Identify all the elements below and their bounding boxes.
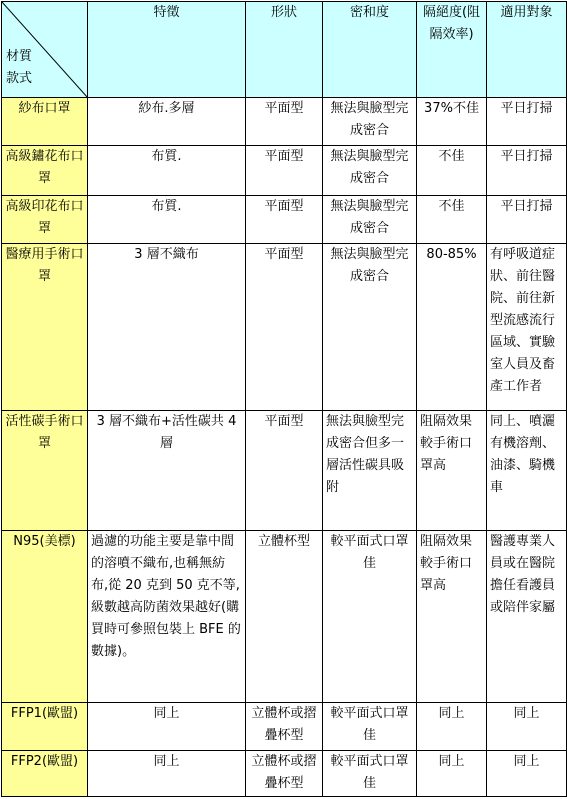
table-row bbox=[2, 196, 567, 244]
cell-feature: 布質. bbox=[88, 146, 246, 196]
table-row bbox=[2, 411, 567, 531]
row-header: 活性碳手術口罩 bbox=[2, 411, 88, 531]
cell-feature: 布質. bbox=[88, 196, 246, 244]
row-header: 紗布口罩 bbox=[2, 98, 88, 146]
cell-fit: 無法與臉型完成密合 bbox=[323, 98, 417, 146]
cell-fit: 無法與臉型完成密合 bbox=[323, 244, 417, 411]
cell-shape: 平面型 bbox=[246, 98, 323, 146]
cell-target: 醫護專業人員或在醫院擔任看護員或陪伴家屬 bbox=[487, 531, 567, 703]
cell-shape: 平面型 bbox=[246, 244, 323, 411]
cell-efficiency: 同上 bbox=[417, 703, 487, 751]
cell-efficiency: 80-85% bbox=[417, 244, 487, 411]
table-row bbox=[2, 244, 567, 411]
cell-target: 同上 bbox=[487, 703, 567, 751]
row-header: 高級印花布口罩 bbox=[2, 196, 88, 244]
cell-efficiency: 阻隔效果較手術口罩高 bbox=[417, 531, 487, 703]
cell-fit: 無法與臉型完成密合 bbox=[323, 196, 417, 244]
col-header-target: 適用對象 bbox=[487, 2, 567, 98]
mask-comparison-table bbox=[1, 1, 567, 797]
cell-shape: 立體杯型 bbox=[246, 531, 323, 703]
corner-header bbox=[2, 2, 88, 98]
cell-fit: 無法與臉型完成密合但多一層活性碳具吸附 bbox=[323, 411, 417, 531]
cell-feature: 3 層不織布+活性碳共 4 層 bbox=[88, 411, 246, 531]
cell-feature: 紗布.多層 bbox=[88, 98, 246, 146]
cell-efficiency: 不佳 bbox=[417, 146, 487, 196]
corner-material-label: 材質 bbox=[6, 49, 33, 64]
col-header-feature: 特徵 bbox=[88, 2, 246, 98]
cell-fit: 較平面式口罩佳 bbox=[323, 531, 417, 703]
cell-target: 平日打掃 bbox=[487, 196, 567, 244]
corner-style-label: 款式 bbox=[6, 71, 33, 86]
cell-efficiency: 阻隔效果較手術口罩高 bbox=[417, 411, 487, 531]
cell-shape: 立體杯或摺疊杯型 bbox=[246, 751, 323, 797]
cell-target: 有呼吸道症狀、前往醫院、前往新型流感流行區域、實驗室人員及畜產工作者 bbox=[487, 244, 567, 411]
col-header-shape: 形狀 bbox=[246, 2, 323, 98]
table-row bbox=[2, 703, 567, 751]
cell-feature: 過濾的功能主要是靠中間的溶噴不織布,也稱無紡布,從 20 克到 50 克不等,級數越高防菌效果越好(購買時可參照包裝上 BFE 的數據)。 bbox=[88, 531, 246, 703]
row-header: 高級鏽花布口罩 bbox=[2, 146, 88, 196]
cell-efficiency: 不佳 bbox=[417, 196, 487, 244]
cell-shape: 平面型 bbox=[246, 196, 323, 244]
cell-efficiency: 同上 bbox=[417, 751, 487, 797]
cell-target: 同上 bbox=[487, 751, 567, 797]
row-header: FFP1(歐盟) bbox=[2, 703, 88, 751]
cell-fit: 較平面式口罩佳 bbox=[323, 751, 417, 797]
cell-feature: 同上 bbox=[88, 703, 246, 751]
cell-target: 平日打掃 bbox=[487, 98, 567, 146]
table-row bbox=[2, 146, 567, 196]
cell-feature: 同上 bbox=[88, 751, 246, 797]
cell-shape: 平面型 bbox=[246, 411, 323, 531]
header-row bbox=[2, 2, 567, 98]
col-header-fit: 密和度 bbox=[323, 2, 417, 98]
row-header: N95(美標) bbox=[2, 531, 88, 703]
cell-target: 平日打掃 bbox=[487, 146, 567, 196]
cell-shape: 平面型 bbox=[246, 146, 323, 196]
cell-target: 同上、噴灑有機溶劑、油漆、騎機車 bbox=[487, 411, 567, 531]
table-row bbox=[2, 531, 567, 703]
row-header: FFP2(歐盟) bbox=[2, 751, 88, 797]
col-header-efficiency: 隔絕度(阻隔效率) bbox=[417, 2, 487, 98]
cell-shape: 立體杯或摺疊杯型 bbox=[246, 703, 323, 751]
table-row bbox=[2, 98, 567, 146]
cell-fit: 無法與臉型完成密合 bbox=[323, 146, 417, 196]
cell-fit: 較平面式口罩佳 bbox=[323, 703, 417, 751]
cell-feature: 3 層不織布 bbox=[88, 244, 246, 411]
table-row bbox=[2, 751, 567, 797]
row-header: 醫療用手術口罩 bbox=[2, 244, 88, 411]
cell-efficiency: 37%不佳 bbox=[417, 98, 487, 146]
